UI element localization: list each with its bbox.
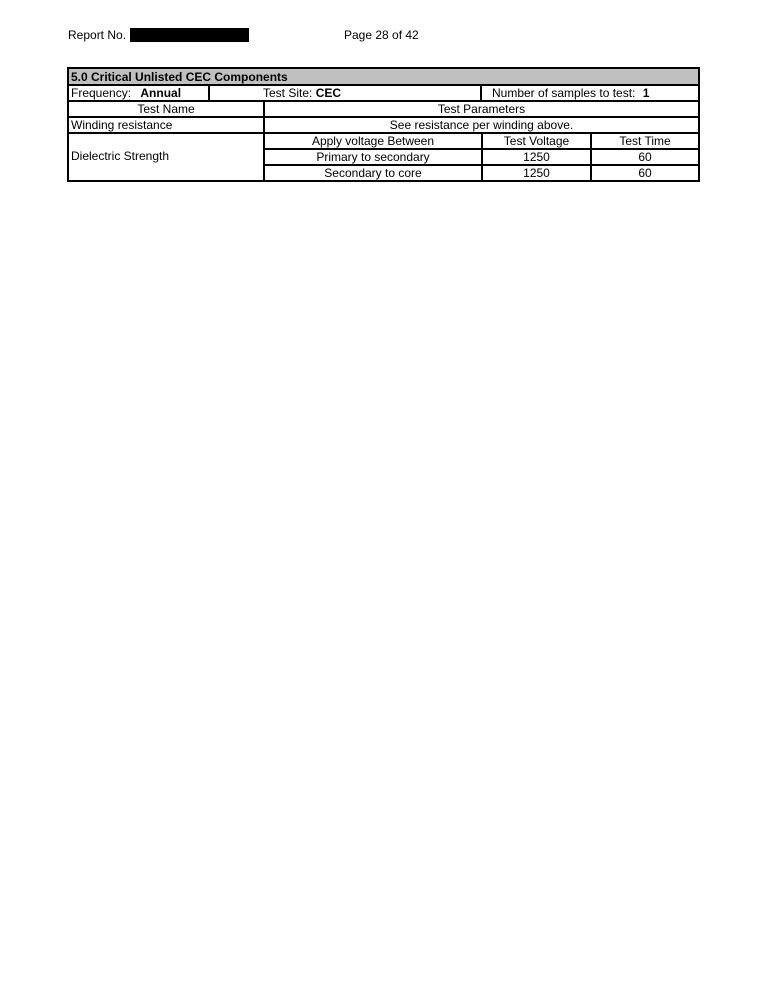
redaction-block [130,28,249,42]
table-row [69,134,698,180]
test-time: 60 [590,166,698,180]
apply-voltage-between: Primary to secondary [316,150,430,164]
components-table [67,67,700,182]
frequency-value: Annual [140,86,182,100]
test-name-header: Test Name [137,102,195,116]
test-voltage: 1250 [481,150,590,164]
apply-voltage-between: Secondary to core [324,166,422,180]
frequency-row [69,86,698,102]
test-site-value: CEC [315,86,342,100]
dielectric-test-name: Dielectric Strength [71,149,170,163]
table-row [265,150,700,166]
column-header-row [69,102,698,118]
test-site-cell [208,86,481,100]
test-site-label: Test Site: [263,86,313,100]
table-title: 5.0 Critical Unlisted CEC Components [69,69,698,86]
report-number-label: Report No. [68,28,127,42]
dielectric-header-row [265,134,700,150]
samples-label: Number of samples to test: [492,86,636,100]
test-voltage-header: Test Voltage [481,134,590,148]
test-time: 60 [590,150,698,164]
table-row [69,118,698,134]
dielectric-subtable [263,134,700,180]
test-time-header: Test Time [590,134,698,148]
apply-voltage-header: Apply voltage Between [311,134,435,148]
frequency-label: Frequency: [71,86,132,100]
frequency-cell [71,86,209,100]
winding-test-name: Winding resistance [71,118,173,132]
samples-cell [480,86,698,100]
page-number: Page 28 of 42 [344,28,419,42]
table-row [265,166,700,180]
test-parameters-header: Test Parameters [263,102,698,116]
winding-test-params: See resistance per winding above. [263,118,698,132]
test-voltage: 1250 [481,166,590,180]
samples-value: 1 [642,86,650,100]
page-header [68,28,708,44]
